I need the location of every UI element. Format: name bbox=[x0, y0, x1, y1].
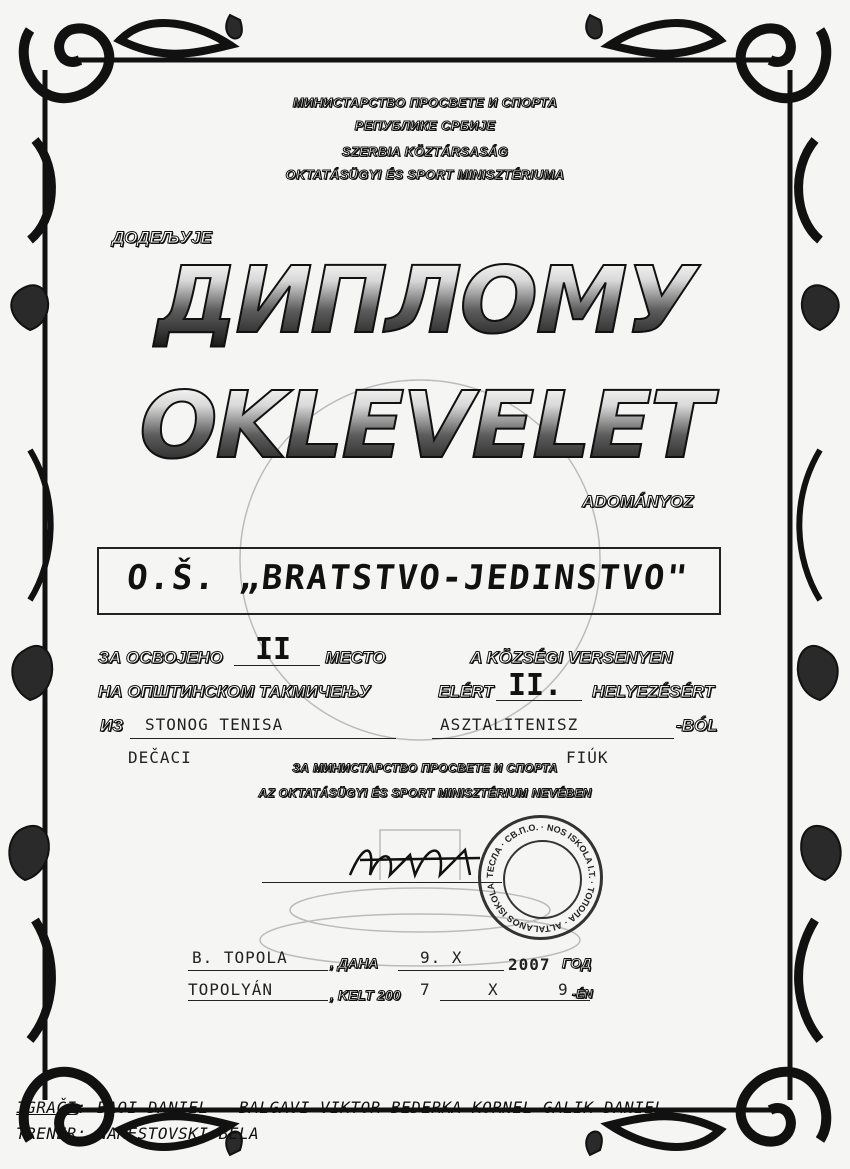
dana-label: , ДАНА bbox=[330, 955, 379, 971]
place-label-hu-2: ELÉRT bbox=[438, 682, 494, 701]
ministry-line-3: SZERBIA KÖZTÁRSASÁG bbox=[341, 144, 509, 159]
god-label: ГОД bbox=[562, 955, 592, 971]
date-place-line-sr bbox=[188, 970, 328, 971]
date-year-hu: 7 bbox=[420, 980, 431, 999]
kelt-label: , KELT 200 bbox=[330, 987, 401, 1003]
date-month-hu: X bbox=[488, 980, 499, 999]
title-serbian: ДИПЛОМУ bbox=[0, 255, 850, 347]
category-hu: FIÚK bbox=[566, 748, 609, 767]
date-month-line-hu bbox=[440, 1000, 590, 1001]
title-hungarian: OKLEVELET bbox=[0, 380, 850, 472]
place-value-sr: II bbox=[255, 632, 292, 667]
sport-line-hu bbox=[432, 738, 674, 739]
recipient-name: O.Š. „BRATSTVO-JEDINSTVO" bbox=[125, 558, 691, 598]
signature-scribble bbox=[340, 830, 500, 890]
date-place-hu: TOPOLYÁN bbox=[188, 980, 274, 999]
school-stamp bbox=[478, 815, 603, 940]
sport-line-sr bbox=[130, 738, 396, 739]
from-label-sr: ИЗ bbox=[100, 716, 124, 735]
place-value-hu: II. bbox=[508, 668, 563, 703]
date-place-line-hu bbox=[188, 1000, 328, 1001]
coach-label: TRENER bbox=[16, 1124, 77, 1143]
place-label-sr-2: МЕСТО bbox=[325, 648, 386, 667]
sport-sr: STONOG TENISA bbox=[145, 715, 284, 734]
awards-label-hu: ADOMÁNYOZ bbox=[582, 492, 694, 511]
players-label: IGRAČI bbox=[16, 1098, 77, 1117]
from-label-hu: -BÓL bbox=[676, 716, 718, 735]
stamp-text: ТЕСЛА · СВ.П.О. · NOS ISKOLA I.T. · ТОПОЛА · ALTALANOS ISKOLA bbox=[484, 821, 598, 935]
place-label-hu-3: HELYEZÉSÉRT bbox=[592, 682, 715, 701]
date-day-hu: 9 bbox=[558, 980, 569, 999]
awards-label-sr: ДОДЕЉУЈЕ bbox=[112, 228, 212, 247]
en-label: -ÉN bbox=[572, 987, 593, 1001]
ministry-line-2: РЕПУБЛИКЕ СРБИЈЕ bbox=[354, 118, 496, 133]
date-year-sr: 2007 bbox=[508, 955, 551, 974]
place-label-sr-3: НА ОПШТИНСКОМ ТАКМИЧЕЊУ bbox=[98, 682, 371, 701]
sport-hu: ASZTALITENISZ bbox=[440, 715, 579, 734]
date-day-line-sr bbox=[398, 970, 504, 971]
date-place-sr: B. TOPOLA bbox=[192, 948, 288, 967]
on-behalf-sr: ЗА МИНИСТАРСТВО ПРОСВЕТЕ И СПОРТА bbox=[292, 761, 558, 775]
category-sr: DEČACI bbox=[128, 748, 192, 767]
on-behalf-hu: AZ OKTATÁSÜGYI ÉS SPORT MINISZTÉRIUM NEVÉBEN bbox=[258, 786, 592, 800]
coach-name: : NAMESTOVSKI BELA bbox=[76, 1124, 260, 1143]
players-list: : BAOI DANIEL - BALGAVI VIKTOR-BEDERKA KORNEL-GALIK DANIEL bbox=[76, 1098, 665, 1117]
date-day-month-sr: 9. X bbox=[420, 948, 463, 967]
place-label-hu-1: A KÖZSÉGI VERSENYEN bbox=[470, 648, 673, 667]
ministry-line-4: OKTATÁSÜGYI ÉS SPORT MINISZTÉRIUMA bbox=[285, 167, 565, 182]
coach-row bbox=[16, 1124, 259, 1143]
place-label-sr-1: ЗА ОСВОЈЕНО bbox=[98, 648, 223, 667]
players-row bbox=[16, 1098, 665, 1117]
ministry-line-1: МИНИСТАРСТВО ПРОСВЕТЕ И СПОРТА bbox=[292, 95, 558, 110]
svg-text:ТЕСЛА · СВ.П.О. · NOS ISKOLA I bbox=[485, 822, 597, 934]
